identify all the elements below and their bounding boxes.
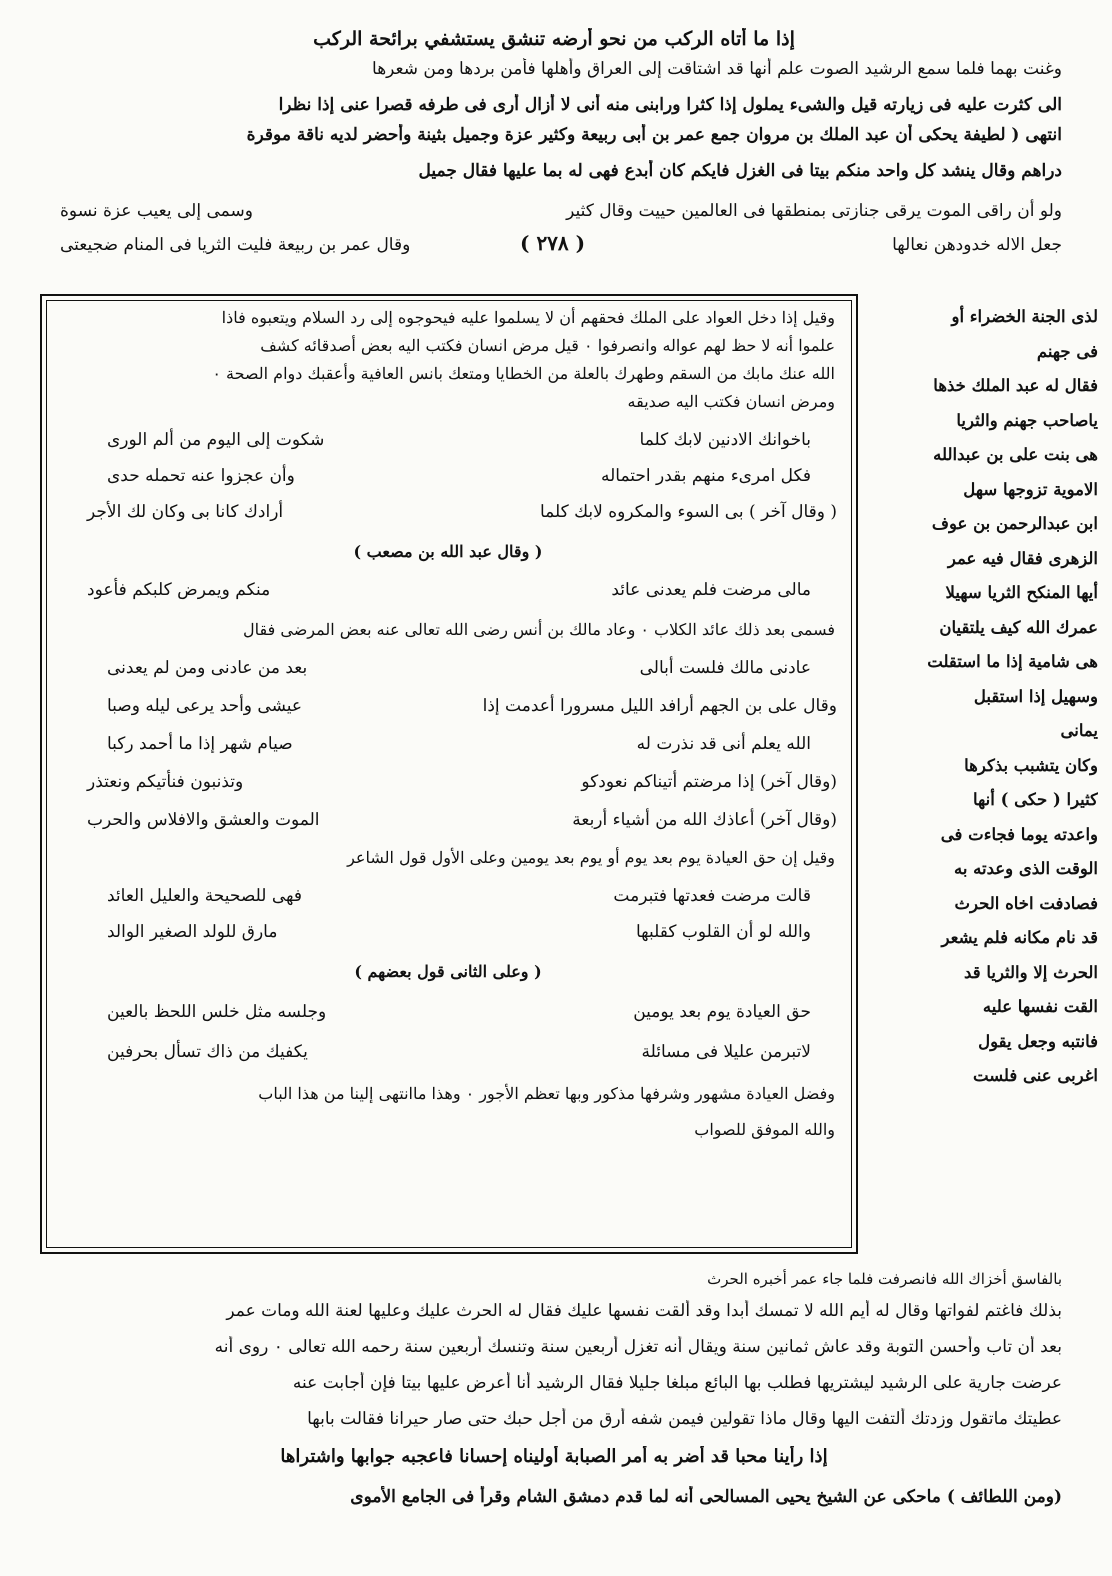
verse-right: باخوانك الادنين لابك كلما <box>639 430 811 450</box>
side-line: هى بنت على بن عبدالله <box>933 445 1098 464</box>
side-line: هى شامية إذا ما استقلت <box>927 652 1098 671</box>
verse-left: منكم ويمرض كلبكم فأعود <box>87 580 271 600</box>
verse-right: (وقال آخر) إذا مرضتم أتيناكم نعودكو <box>581 772 837 792</box>
side-line: يمانى <box>1060 721 1098 740</box>
verse-left: الموت والعشق والافلاس والحرب <box>87 810 320 830</box>
verse-left: وقال عمر بن ربيعة فليت الثريا فى المنام ضجيعتى <box>60 235 411 255</box>
side-line: وكان يتشبب بذكرها <box>964 755 1098 775</box>
centered-verse: إذا رأينا محبا قد أضر به أمر الصبابة أوليناه إحسانا فاعجبه جوابها واشتراها <box>280 1446 828 1467</box>
text-line: بذلك فاغتم لفواتها وقال له أيم الله لا تمسك أبدا وقد ألقت نفسها عليك فقال له الحرث عليك وعليها لعنة الله ومات عمر <box>226 1301 1062 1321</box>
verse-right: ( وقال آخر ) بى السوء والمكروه لابك كلما <box>539 502 837 522</box>
side-line: فصادفت اخاه الحرث <box>954 893 1098 913</box>
side-column <box>862 300 1098 1094</box>
side-line: الوقت الذى وعدته به <box>954 859 1098 878</box>
text-line: عرضت جارية على الرشيد ليشتريها فطلب بها البائع مبلغا جليلا فقال الرشيد أنا أعرض عليها بيتا فإن أجابت عنه <box>292 1373 1062 1393</box>
verse-right: لاتبرمن عليلا فى مسائلة <box>641 1042 811 1062</box>
verse-right: والله لو أن القلوب كقلبها <box>635 922 811 942</box>
box-inner-border <box>46 300 852 1248</box>
verse-right: الله يعلم أنى قد نذرت له <box>636 734 811 754</box>
verse-right: وقال على بن الجهم أرافد الليل مسرورا أعدمت إذا <box>482 696 837 716</box>
verse-right: (وقال آخر) أعاذك الله من أشياء أربعة <box>572 810 837 830</box>
box-line: فسمى بعد ذلك عائد الكلاب ۰ وعاد مالك بن أنس رضى الله تعالى عنه بعض المرضى فقال <box>243 620 835 639</box>
box-line: والله الموفق للصواب <box>694 1120 835 1139</box>
text-line: بالفاسق أخزاك الله فانصرفت فلما جاء عمر أخبره الحرث <box>707 1270 1062 1288</box>
side-line: فى جهنم <box>1036 341 1098 361</box>
verse-right: مالى مرضت فلم يعدنى عائد <box>611 580 811 600</box>
text-line: وغنت بهما فلما سمع الرشيد الصوت علم أنها قد اشتاقت إلى العراق وأهلها فأمن بردها ومن شعرها <box>372 59 1062 79</box>
verse-right: فكل امرىء منهم بقدر احتماله <box>600 466 811 486</box>
text-line: انتهى ( لطيفة يحكى أن عبد الملك بن مروان جمع عمر بن أبى ربيعة وكثير عزة وجميل بثينة وأحضر لديه ناقة موقرة <box>246 125 1062 145</box>
box-line: وفضل العيادة مشهور وشرفها مذكور وبها تعظم الأجور ۰ وهذا ماانتهى إلينا من هذا الباب <box>258 1084 835 1103</box>
verse-left: وسمى إلى يعيب عزة نسوة <box>60 201 253 221</box>
verse-right: عادنى مالك فلست أبالى <box>639 658 811 678</box>
verse-left: مارق للولد الصغير الوالد <box>107 922 278 942</box>
verse-left: عيشى وأحد يرعى ليله وصبا <box>107 696 303 716</box>
boxed-section <box>40 294 858 1254</box>
side-line: اغربى عنى فلست <box>973 1066 1098 1085</box>
side-line: واعدته يوما فجاءت فى <box>940 824 1098 844</box>
side-line: فانتبه وجعل يقول <box>978 1031 1098 1051</box>
verse-left: وجلسه مثل خلس اللحظ بالعين <box>107 1002 327 1022</box>
box-line: الله عنك مابك من السقم وطهرك بالعلة من الخطايا ومتعك بانس العافية وأعقبك دوام الصحة ۰ <box>212 364 835 383</box>
side-line: كثيرا ( حكى ) أنها <box>973 790 1098 809</box>
header-verse: إذا ما أتاه الركب من نحو أرضه تنشق يستشفي برائحة الركب <box>313 28 795 50</box>
side-line: ابن عبدالرحمن بن عوف <box>931 514 1098 533</box>
text-line: بعد أن تاب وأحسن التوبة وقد عاش ثمانين سنة ويقال أنه تغزل أربعين سنة وتنسك أربعين سنة رحمه الله تعالى ۰ روى أنه <box>214 1337 1062 1357</box>
box-line: ومرض انسان فكتب اليه صديقه <box>627 392 835 411</box>
verse-left: وأن عجزوا عنه تحمله حدى <box>107 466 295 486</box>
box-line: وقيل إذا دخل العواد على الملك فحقهم أن لا يسلموا عليه فيحوجوه إلى رد السلام ويتعبوه فاذا <box>221 308 835 327</box>
side-line: عمرك الله كيف يلتقيان <box>939 617 1098 637</box>
verse-left: وتذنبون فنأتيكم ونعتذر <box>87 772 244 792</box>
side-line: الزهرى فقال فيه عمر <box>947 548 1098 568</box>
verse-right: حق العيادة يوم بعد يومين <box>633 1002 811 1022</box>
verse-left: بعد من عادنى ومن لم يعدنى <box>107 658 308 678</box>
side-line: ياصاحب جهنم والثريا <box>956 410 1098 430</box>
verse-left: صيام شهر إذا ما أحمد ركبا <box>107 734 293 754</box>
box-subheading: ( وقال عبد الله بن مصعب ) <box>353 542 543 561</box>
verse-right: جعل الاله خدودهن نعالها <box>892 235 1062 255</box>
page-number: ( ٢٧٨ ) <box>520 231 586 255</box>
verse-left: شكوت إلى اليوم من ألم الورى <box>107 430 325 450</box>
box-line: علموا أنه لا حظ لهم عواله وانصرفوا ۰ قيل مرض انسان فكتب اليه بعض أصدقائه كشف <box>260 336 835 355</box>
verse-left: فهى للصحيحة والعليل العائد <box>107 886 302 906</box>
text-line: دراهم وقال ينشد كل واحد منكم بيتا فى الغزل فايكم كان أبدع فهى له بما عليها فقال جميل <box>418 161 1062 181</box>
text-line: الى كثرت عليه فى زيارته قيل والشىء يملول إذا كثرا ورابنى منه أنى لا أزال أرى فى طرفه قصرا عنى إذا نظرا <box>278 95 1062 115</box>
text-line: عطيتك ماتقول وزدتك ألتفت اليها وقال ماذا تقولين فيمن شفه أرق من أجل حبك حتى صار حيرانا فقالت بابها <box>307 1409 1062 1429</box>
side-line: لذى الجنة الخضراء أو <box>951 307 1098 326</box>
verse-left: أرادك كانا بى وكان لك الأجر <box>87 502 284 522</box>
box-line: وقيل إن حق العيادة يوم بعد يوم أو يوم بعد يومين وعلى الأول قول الشاعر <box>347 848 835 867</box>
side-line: أيها المنكح الثريا سهيلا <box>945 583 1098 602</box>
side-line: فقال له عبد الملك خذها <box>933 376 1098 395</box>
verse-left: يكفيك من ذاك تسأل بحرفين <box>107 1042 308 1062</box>
box-subheading: ( وعلى الثانى قول بعضهم ) <box>354 962 542 981</box>
side-line: القت نفسها عليه <box>982 997 1098 1016</box>
text-line: (ومن اللطائف ) ماحكى عن الشيخ يحيى المسالحى أنه لما قدم دمشق الشام وقرأ فى الجامع الأموى <box>350 1487 1062 1507</box>
side-line: الاموية تزوجها سهل <box>963 479 1098 499</box>
side-line: وسهيل إذا استقبل <box>973 686 1098 706</box>
verse-right: ولو أن راقى الموت يرقى جنازتى بمنطقها فى العالمين حييت وقال كثير <box>566 201 1062 221</box>
side-line: الحرث إلا والثريا قد <box>964 962 1098 982</box>
side-line: قد نام مكانه فلم يشعر <box>941 928 1098 947</box>
verse-right: قالت مرضت فعدتها فتبرمت <box>613 886 811 906</box>
